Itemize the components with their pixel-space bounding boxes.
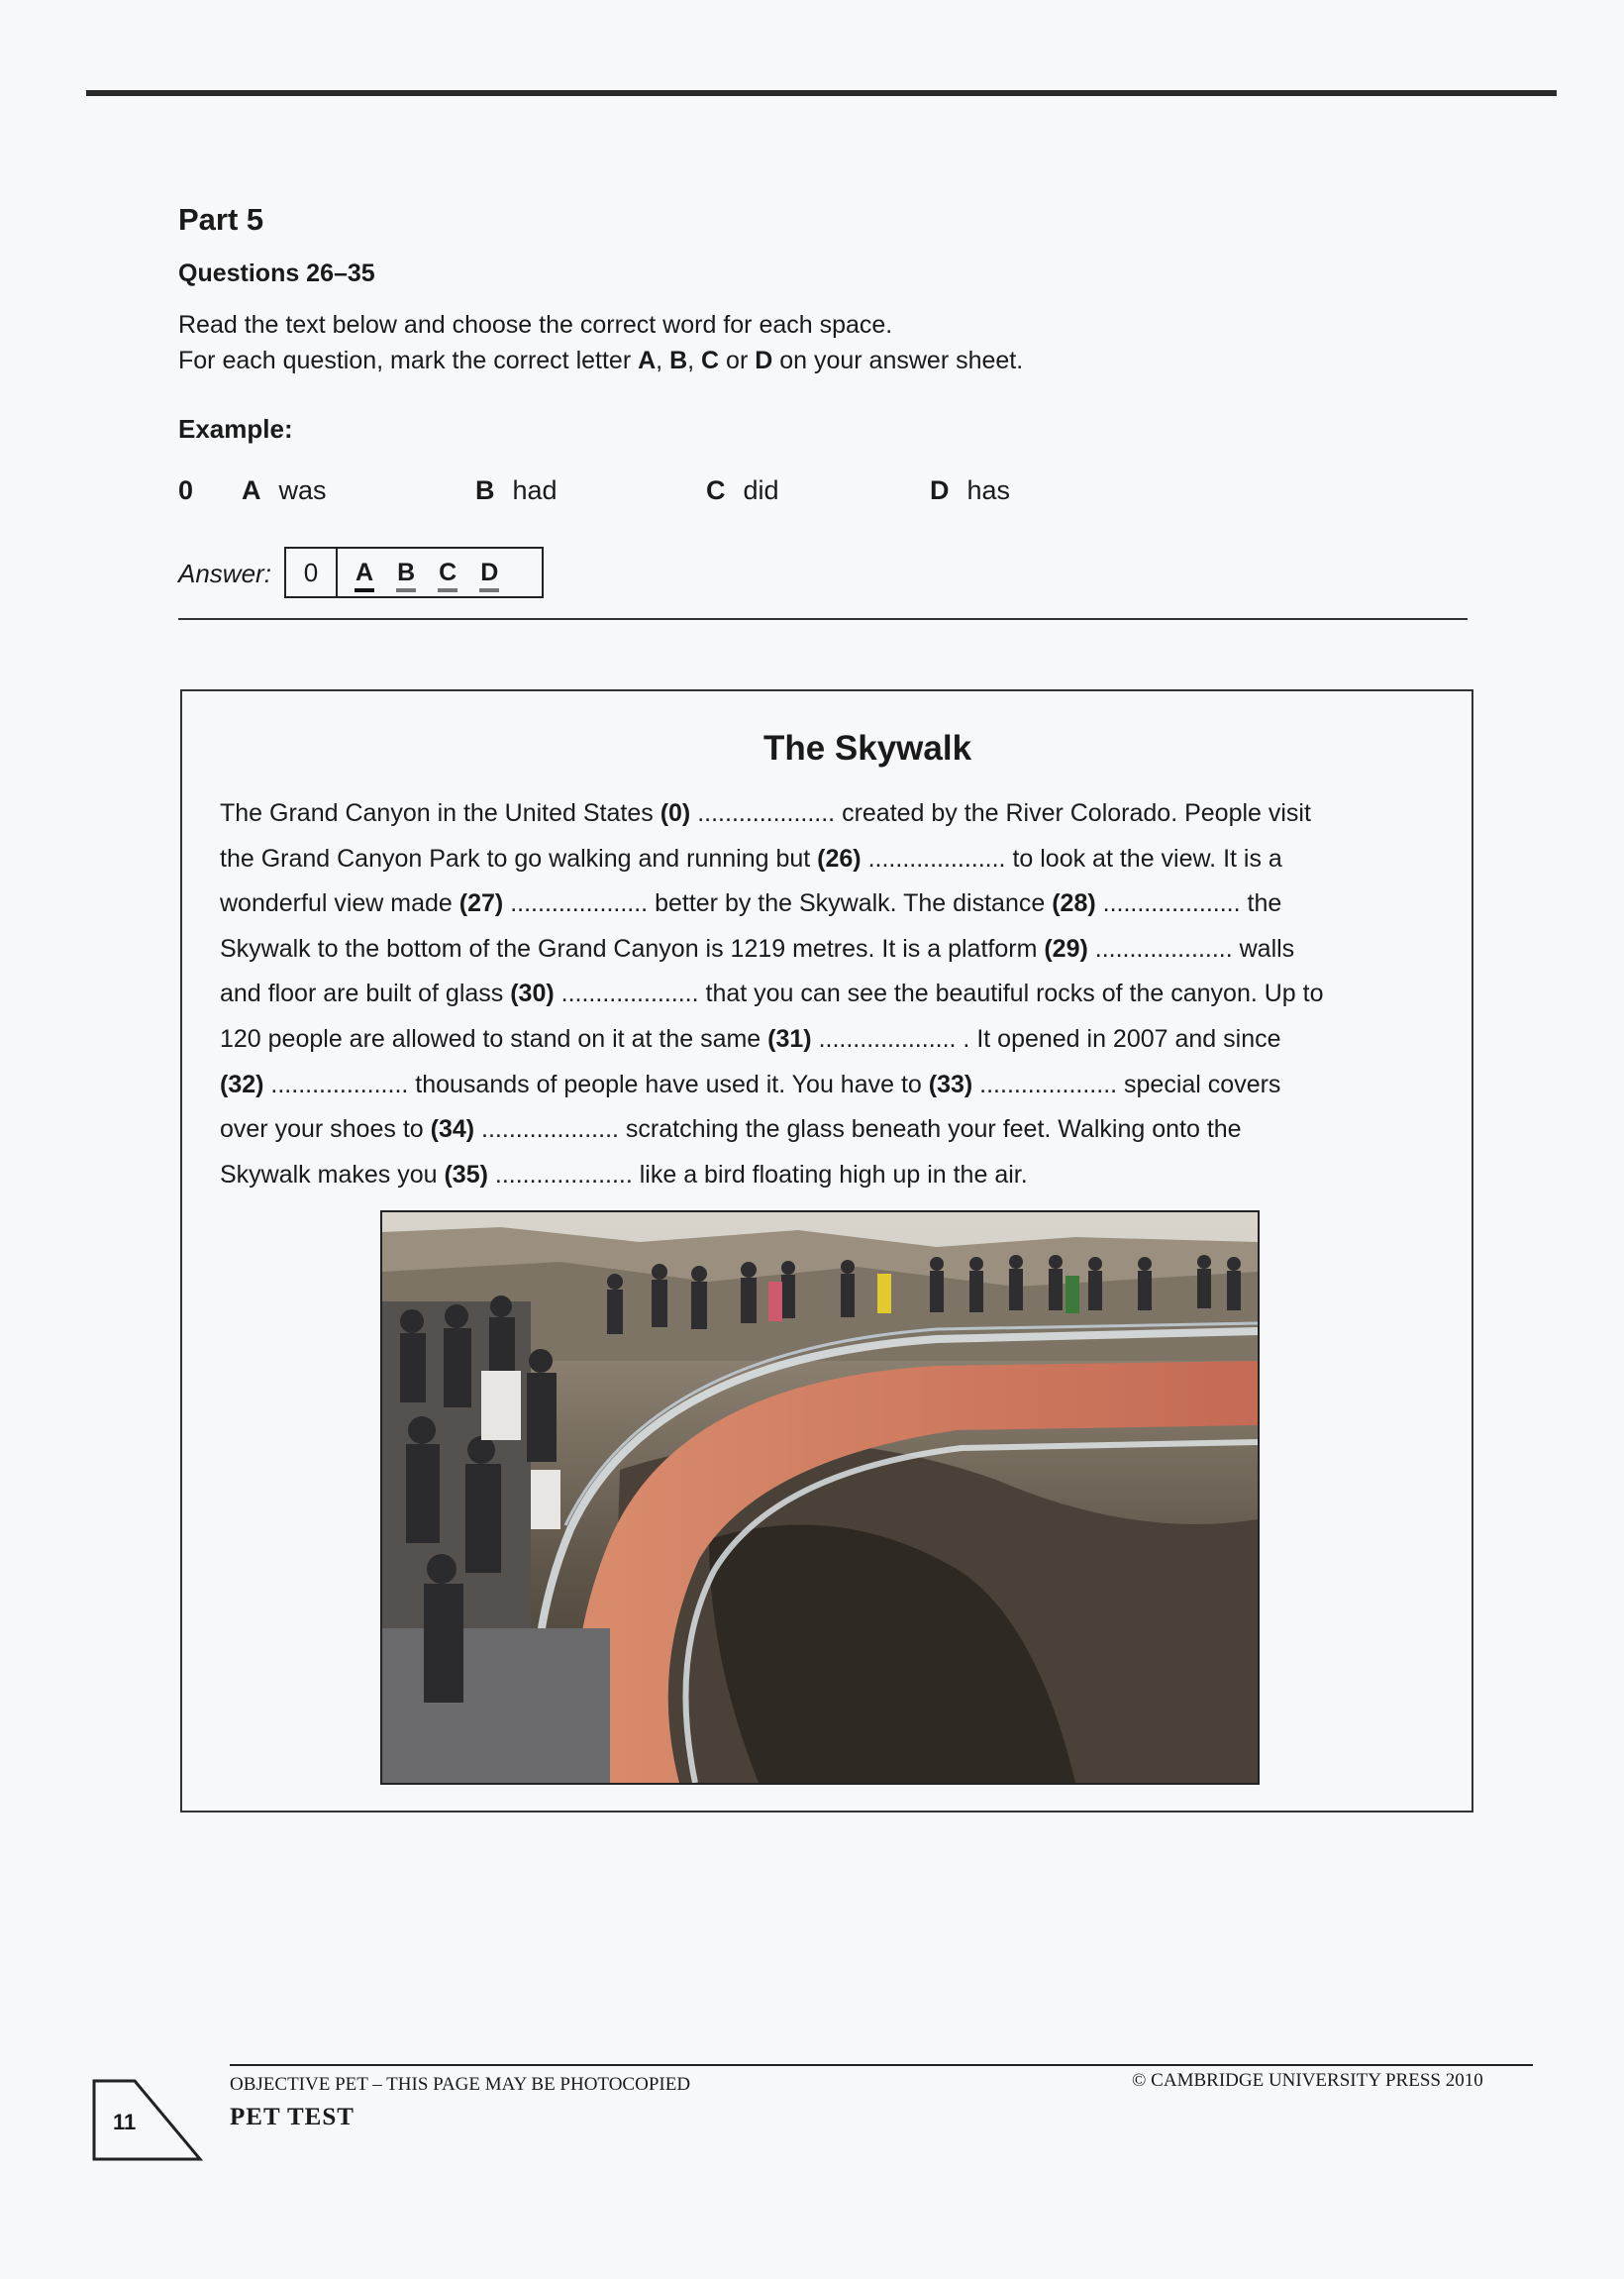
page-number: 11 <box>113 2110 137 2134</box>
footer-copyright: © CAMBRIDGE UNIVERSITY PRESS 2010 <box>1132 2070 1483 2091</box>
footer-test-name: PET TEST <box>230 2104 355 2130</box>
passage-line: wonderful view made (27) .................... better by the Skywalk. The distance (28) .................... the <box>220 889 1282 918</box>
passage-box <box>180 689 1473 1813</box>
instructions <box>178 307 1023 378</box>
example-option-a: A was <box>242 475 327 505</box>
answer-letter-d: D <box>480 558 499 586</box>
instruction-line-2: For each question, mark the correct letter A, B, C or D on your answer sheet. <box>178 347 1024 374</box>
answer-letter-b: B <box>397 558 416 586</box>
passage-line: The Grand Canyon in the United States (0) .................... created by the River Colorado. People visit <box>220 799 1311 827</box>
footer-rule <box>230 2064 1533 2066</box>
questions-range: Questions 26–35 <box>178 259 375 287</box>
example-label: Example: <box>178 414 293 444</box>
example-option-b: B had <box>475 475 558 505</box>
example-option-d: D has <box>930 475 1011 505</box>
instruction-line-1: Read the text below and choose the correct word for each space. <box>178 311 893 339</box>
footer-photocopy-notice: OBJECTIVE PET – THIS PAGE MAY BE PHOTOCOPIED <box>230 2074 691 2095</box>
passage-line: over your shoes to (34) .................... scratching the glass beneath your feet. Walking onto the <box>220 1115 1242 1144</box>
passage-line: and floor are built of glass (30) .................... that you can see the beautiful rocks of the canyon. Up to <box>220 980 1324 1008</box>
answer-letters <box>338 549 498 596</box>
answer-box <box>284 547 544 598</box>
example-option-c: C did <box>706 475 779 505</box>
top-rule <box>86 90 1557 96</box>
passage-line: Skywalk to the bottom of the Grand Canyon is 1219 metres. It is a platform (29) .................... walls <box>220 934 1295 963</box>
example-divider <box>178 618 1468 620</box>
passage-line: (32) .................... thousands of people have used it. You have to (33) .................... special covers <box>220 1070 1281 1098</box>
part-title: Part 5 <box>178 202 264 237</box>
passage-line: Skywalk makes you (35) .................... like a bird floating high up in the air. <box>220 1160 1028 1189</box>
answer-label: Answer: <box>178 559 271 588</box>
passage-title: The Skywalk <box>762 729 972 768</box>
answer-letter-a: A <box>355 558 374 586</box>
skywalk-photo <box>380 1210 1260 1785</box>
passage-line: 120 people are allowed to stand on it at the same (31) .................... . It opened in 2007 and since <box>220 1024 1281 1053</box>
passage-line: the Grand Canyon Park to go walking and running but (26) .................... to look at the view. It is a <box>220 844 1282 873</box>
answer-number: 0 <box>286 549 338 596</box>
answer-letter-c: C <box>439 558 457 586</box>
page-tab-icon <box>91 2078 205 2162</box>
example-number: 0 <box>178 475 194 505</box>
passage-text <box>220 791 1448 1197</box>
